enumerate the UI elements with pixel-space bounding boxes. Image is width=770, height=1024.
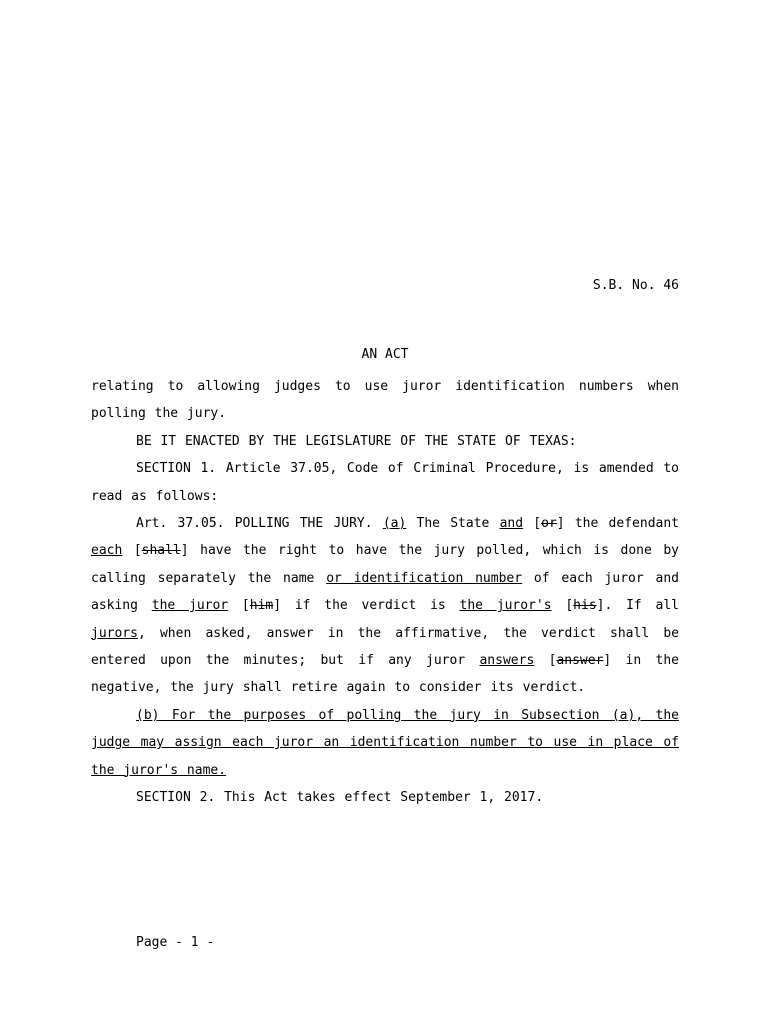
deleted-text: him [249, 598, 274, 614]
bill-number: S.B. No. 46 [592, 278, 679, 293]
inserted-text: the juror's [459, 598, 552, 614]
text-run: ] the defendant [556, 516, 679, 532]
text-run: , when asked, answer in the affirmative, the verdict shall be entered upon the minutes; but if any juror [91, 625, 679, 669]
text-run: of each juror and asking [91, 570, 680, 614]
text-run: The State [406, 516, 500, 532]
article-37-05-text [91, 510, 679, 702]
bill-body [91, 373, 679, 812]
text-run: [ [122, 543, 142, 559]
deleted-text: shall [141, 543, 181, 559]
text-run: [ [534, 653, 557, 669]
inserted-text: and [499, 516, 524, 532]
inserted-text: answers [479, 653, 535, 669]
section-1-intro: SECTION 1. Article 37.05, Code of Criminal Procedure, is amended to read as follows: [91, 461, 679, 504]
inserted-text: (a) [382, 516, 407, 532]
section-2: SECTION 2. This Act takes effect September 1, 2017. [136, 790, 544, 806]
inserted-text: the juror [151, 598, 229, 614]
text-run: Art. 37.05. POLLING THE JURY. [136, 516, 383, 532]
page-number-footer: Page - 1 - [136, 935, 215, 950]
deleted-text: his [573, 598, 597, 614]
text-run: ] if the verdict is [273, 598, 460, 614]
inserted-text: (b) For the purposes of polling the jury in Subsection (a), the judge may assign each juror an identification number to use in place of the juror's name. [91, 707, 679, 778]
subsection-b [91, 702, 679, 784]
inserted-text: each [91, 543, 123, 559]
caption: relating to allowing judges to use juror identification numbers when polling the jury. [91, 379, 679, 422]
inserted-text: jurors [91, 625, 138, 641]
text-run: [ [228, 598, 250, 614]
deleted-text: or [541, 516, 557, 532]
act-heading: AN ACT [361, 347, 409, 362]
text-run: [ [523, 516, 542, 532]
text-run: [ [551, 598, 574, 614]
inserted-text: or identification number [326, 570, 523, 586]
deleted-text: answer [556, 653, 604, 669]
text-run: ] in the negative, the jury shall retire again to consider its verdict. [91, 653, 680, 696]
text-run: ] have the right to have the jury polled, which is done by calling separately the name [91, 543, 679, 586]
enacting-clause: BE IT ENACTED BY THE LEGISLATURE OF THE STATE OF TEXAS: [136, 433, 577, 449]
text-run: ]. If all [596, 598, 679, 614]
